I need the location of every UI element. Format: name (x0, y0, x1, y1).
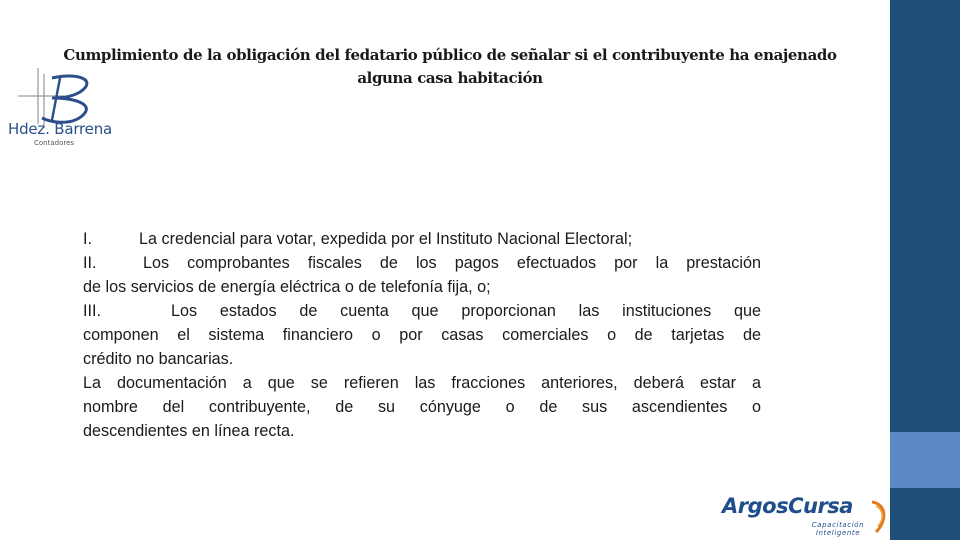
argos-swoosh-icon (870, 496, 890, 536)
argos-cursa-tagline-1: Capacitación (811, 521, 865, 529)
closing-line-1: La documentación a que se refieren las fracciones anteriores, deberá estar a (83, 374, 761, 392)
argos-cursa-tagline-2: Inteligente (815, 529, 861, 537)
closing-line-2: nombre del contribuyente, de su cónyuge o de sus ascendientes o (83, 398, 761, 416)
hdez-barrena-logo-name: Hdez. Barrena (8, 120, 112, 138)
hdez-barrena-logo-subtitle: Contadores (34, 139, 75, 147)
item-1-text: La credencial para votar, expedida por el Instituto Nacional Electoral; (139, 230, 633, 248)
slide-title-line-2: alguna casa habitación (357, 69, 543, 87)
body-text (83, 227, 761, 443)
item-2-line-1 (83, 251, 761, 275)
right-sidebar-accent (890, 432, 960, 488)
item-3-line-1 (83, 299, 761, 323)
item-3-line-3: crédito no bancarias. (83, 350, 234, 368)
item-3-numeral: III. (83, 302, 101, 320)
argos-cursa-logo-name (722, 494, 853, 518)
argos-cursa-logo-name-part-1: Argos (722, 494, 789, 518)
argos-cursa-logo (722, 492, 890, 540)
item-3-text-1: Los estados de cuenta que proporcionan las instituciones que (171, 302, 761, 320)
argos-cursa-logo-tagline (798, 521, 878, 537)
item-2-numeral: II. (83, 254, 97, 272)
slide-title (50, 44, 850, 90)
item-2-line-2: de los servicios de energía eléctrica o de telefonía fija, o; (83, 278, 491, 296)
closing-line-3: descendientes en línea recta. (83, 422, 295, 440)
item-2-text-1: Los comprobantes fiscales de los pagos efectuados por la prestación (143, 254, 761, 272)
argos-cursa-logo-name-part-2: Cursa (788, 494, 853, 518)
slide-title-line-1: Cumplimiento de la obligación del fedatario público de señalar si el contribuyente ha enajenado (63, 46, 837, 64)
item-1-numeral: I. (83, 230, 92, 248)
item-3-line-2: componen el sistema financiero o por casas comerciales o de tarjetas de (83, 326, 761, 344)
item-1 (83, 227, 761, 251)
